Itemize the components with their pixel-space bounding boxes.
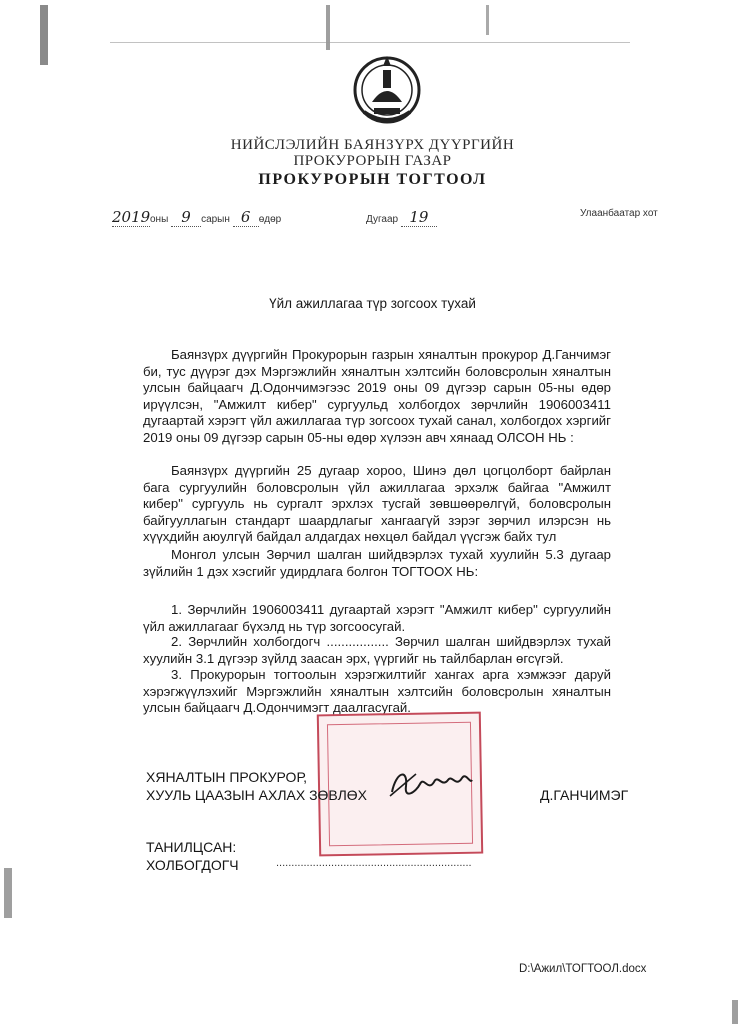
date-line xyxy=(112,208,281,227)
document-number: 19 xyxy=(401,208,437,227)
scan-line-top xyxy=(110,42,630,43)
scan-streak-top-left xyxy=(40,5,48,65)
number-line xyxy=(366,208,437,227)
scan-streak-top-right xyxy=(486,5,489,35)
handwritten-signature xyxy=(386,762,476,808)
number-label: Дугаар xyxy=(366,214,399,225)
decision-item-2 xyxy=(143,634,611,667)
offender-signature-line: ................................................................ xyxy=(276,857,472,869)
body-paragraph-1-text: Баянзүрх дүүргийн Прокурорын газрын хяналтын прокурор Д.Ганчимэг би, тус дүүрэг дэх Мэргэжлийн хяналтын хэлтсийн боловсролын хяналтын улсын байцаагч Д.Одончимэгээс 2019 оны 09 дүгээр сарын 05-ны өдөр ирүүлсэн, "Амжилт кибер" сургуульд холбогдох зөрчлийн 1906003411 дугаартай хэрэгт үйл ажиллагаа түр зогсоох тухай санал, холбогдох хэргийг 2019 оны 09 дүгээр сарын 05-ны өдөр хүлээн авч хянаад ОЛСОН НЬ : xyxy=(143,347,611,445)
acknowledged-label: ТАНИЛЦСАН: xyxy=(146,839,237,855)
decision-item-1 xyxy=(143,602,611,635)
body-paragraph-3 xyxy=(143,547,611,580)
offender-label: ХОЛБОГДОГЧ xyxy=(146,857,239,873)
document-subject: Үйл ажиллагаа түр зогсоох тухай xyxy=(269,296,476,311)
signer-title-2: ХУУЛЬ ЦААЗЫН АХЛАХ ЗӨВЛӨХ xyxy=(146,787,368,803)
date-day: 6 xyxy=(233,208,259,227)
decision-item-3-text: 3. Прокурорын тогтоолын хэрэгжилтийг хангах арга хэмжээг даруй хэрэгжүүлэхийг Мэргэжлийн хяналтын хэлтсийн боловсролын хяналтын улсын байцаагч Д.Одончимэгт даалгасугай. xyxy=(143,667,611,715)
scan-streak-top-mid xyxy=(326,5,330,50)
date-month-suffix: сарын xyxy=(201,214,230,225)
scan-streak-bottom-right xyxy=(732,1000,738,1024)
file-path-footer: D:\Ажил\ТОГТООЛ.docx xyxy=(519,963,647,975)
body-paragraph-2-text: Баянзүрх дүүргийн 25 дугаар хороо, Шинэ дөл цогцолборт байрлан бага сургуулийн боловсролын үйл ажиллагаа эрхэлж байгаа "Амжилт кибер" сургууль нь сургалт эрхлэх тусгай зөвшөөрөлгүй, боловсролын байгууллагын стандарт шаардлагыг хангаагүй зэрэг зөрчил илэрсэн нь хүүхдийн аюулгүй байдал алдагдах нөхцөл байдал үүсгэж байх тул xyxy=(143,463,611,544)
decision-item-1-text: 1. Зөрчлийн 1906003411 дугаартай хэрэгт "Амжилт кибер" сургуулийн үйл ажиллагааг бүхэлд нь түр зогсоосугай. xyxy=(143,602,611,634)
city-label: Улаанбаатар хот xyxy=(580,208,658,219)
office-name-line2: ПРОКУРОРЫН ГАЗАР xyxy=(293,153,452,169)
document-type-title: ПРОКУРОРЫН ТОГТООЛ xyxy=(258,171,487,188)
body-paragraph-3-text: Монгол улсын Зөрчил шалган шийдвэрлэх тухай хуулийн 5.3 дугаар зүйлийн 1 дэх хэсгийг удирдлага болгон ТОГТООХ НЬ: xyxy=(143,547,611,579)
signer-title-1: ХЯНАЛТЫН ПРОКУРОР, xyxy=(146,769,308,785)
signer-name: Д.ГАНЧИМЭГ xyxy=(540,787,629,803)
date-day-suffix: өдөр xyxy=(258,214,282,225)
date-year-suffix: оны xyxy=(150,214,169,225)
decision-item-2-text: 2. Зөрчлийн холбогдогч ................. Зөрчил шалган шийдвэрлэх тухай хуулийн 3.1 дүгээр зүйлд заасан эрх, үүргийг нь тайлбарлан өгсүгэй. xyxy=(143,634,611,666)
body-paragraph-1 xyxy=(143,347,611,446)
decision-item-3 xyxy=(143,667,611,717)
state-emblem-icon xyxy=(352,50,422,128)
office-name-line1: НИЙСЛЭЛИЙН БАЯНЗҮРХ ДҮҮРГИЙН xyxy=(230,137,515,153)
scan-streak-bottom-left xyxy=(4,868,12,918)
date-year: 2019 xyxy=(112,208,151,226)
body-paragraph-2 xyxy=(143,463,611,546)
date-month: 9 xyxy=(171,208,201,227)
